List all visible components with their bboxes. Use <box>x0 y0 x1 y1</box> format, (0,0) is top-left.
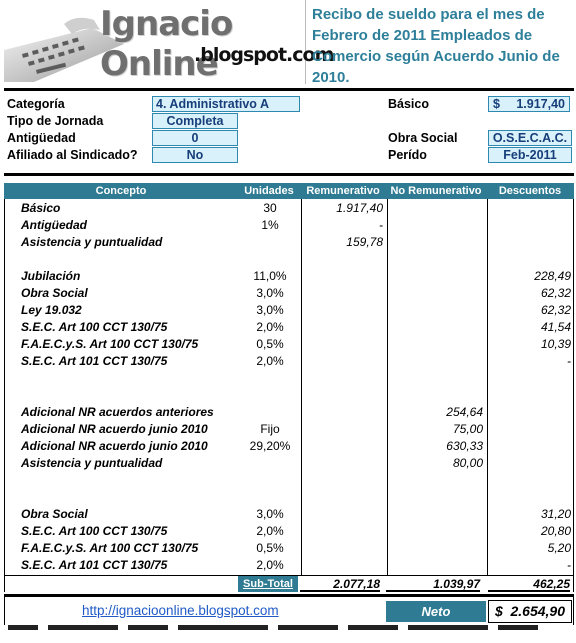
receipt-title: Recibo de sueldo para el mes de Febrero de 2011 Empleados de Comercio según Acuerdo Junio de 2010. <box>312 6 560 86</box>
footer-divider <box>4 594 574 597</box>
cell-concepto: Básico <box>21 201 61 215</box>
cell-remunerativo: 1.917,40 <box>336 201 383 215</box>
table-row <box>5 387 575 404</box>
cut-off-text <box>8 625 568 630</box>
cell-remunerativo <box>301 336 383 353</box>
basico-value[interactable] <box>488 96 570 112</box>
antiguedad-label: Antigüedad <box>7 131 76 145</box>
cell-unidades: 1% <box>261 218 279 232</box>
cell-descuentos: 62,32 <box>540 286 571 300</box>
cell-concepto <box>21 370 239 387</box>
cell-descuentos: 41,54 <box>540 320 571 334</box>
cell-unidades <box>239 489 301 506</box>
cell-no-remunerativo: 254,64 <box>446 405 483 419</box>
table-row <box>5 319 575 336</box>
col-header-remunerativo: Remunerativo <box>306 185 380 197</box>
cell-unidades: 2,0% <box>256 558 284 572</box>
cell-remunerativo <box>301 370 383 387</box>
periodo-value[interactable]: Feb-2011 <box>488 147 572 163</box>
cell-unidades: 3,0% <box>256 286 284 300</box>
cell-descuentos <box>487 251 571 268</box>
basico-label: Básico <box>388 97 429 111</box>
neto-label: Neto <box>386 601 486 622</box>
cell-descuentos <box>487 472 571 489</box>
cell-concepto: Ley 19.032 <box>21 303 82 317</box>
blog-link[interactable]: http://ignacioonline.blogspot.com <box>82 603 279 618</box>
cell-remunerativo <box>301 472 383 489</box>
cell-remunerativo <box>301 557 383 574</box>
cell-concepto: S.E.C. Art 101 CCT 130/75 <box>21 354 168 368</box>
logo-subtitle: .blogspot.com <box>194 44 334 66</box>
tipo-jornada-label: Tipo de Jornada <box>7 114 104 128</box>
cell-unidades: 0,5% <box>256 337 284 351</box>
cell-no-remunerativo <box>387 234 483 251</box>
cell-concepto: Antigüedad <box>21 218 87 232</box>
cell-remunerativo <box>301 438 383 455</box>
logo-title: Ignacio Online <box>100 4 233 84</box>
table-row <box>5 336 575 353</box>
cell-no-remunerativo <box>387 370 483 387</box>
cell-descuentos <box>487 234 571 251</box>
cell-descuentos <box>487 217 571 234</box>
cell-unidades: 2,0% <box>256 524 284 538</box>
cell-no-remunerativo <box>387 268 483 285</box>
cell-no-remunerativo <box>387 251 483 268</box>
cell-remunerativo: - <box>379 218 383 232</box>
cell-concepto: F.A.E.C.y.S. Art 100 CCT 130/75 <box>21 541 199 555</box>
table-row <box>5 455 575 472</box>
col-header-concepto: Concepto <box>95 185 147 197</box>
table-row <box>5 523 575 540</box>
cell-concepto: S.E.C. Art 101 CCT 130/75 <box>21 558 168 572</box>
cell-unidades: 2,0% <box>256 354 284 368</box>
cell-unidades <box>239 370 301 387</box>
header-divider <box>4 88 574 91</box>
cell-unidades: 3,0% <box>256 303 284 317</box>
categoria-label: Categoría <box>7 97 65 111</box>
cell-concepto: S.E.C. Art 100 CCT 130/75 <box>21 524 168 538</box>
cell-concepto <box>21 472 239 489</box>
table-left-edge <box>4 575 5 592</box>
cell-unidades: 3,0% <box>256 507 284 521</box>
cell-no-remunerativo <box>387 302 483 319</box>
table-row <box>5 234 575 251</box>
cell-descuentos: - <box>567 354 571 368</box>
table-row <box>5 506 575 523</box>
cell-remunerativo: 159,78 <box>346 235 383 249</box>
cell-unidades <box>239 472 301 489</box>
cell-remunerativo <box>301 489 383 506</box>
table-row <box>5 472 575 489</box>
table-body <box>4 199 574 575</box>
tipo-jornada-value[interactable]: Completa <box>152 113 238 129</box>
cell-remunerativo <box>301 353 383 370</box>
cell-descuentos <box>487 421 571 438</box>
logo-banner <box>4 0 334 84</box>
cell-descuentos <box>487 438 571 455</box>
cell-unidades: 11,0% <box>253 269 287 283</box>
subtotal-label: Sub-Total <box>238 576 298 592</box>
col-header-no-remunerativo: No Remunerativo <box>390 185 482 197</box>
cell-concepto: F.A.E.C.y.S. Art 100 CCT 130/75 <box>21 337 199 351</box>
cell-unidades: 2,0% <box>256 320 284 334</box>
cell-remunerativo <box>301 506 383 523</box>
subtotal-remunerativo: 2.077,18 <box>300 576 380 592</box>
table-row <box>5 268 575 285</box>
table-row <box>5 404 575 421</box>
cell-remunerativo <box>301 387 383 404</box>
cell-remunerativo <box>301 302 383 319</box>
cell-concepto: Adicional NR acuerdos anteriores <box>21 405 214 419</box>
basico-currency: $ <box>493 97 500 111</box>
col-header-descuentos: Descuentos <box>498 185 562 197</box>
cell-no-remunerativo <box>387 319 483 336</box>
table-row <box>5 540 575 557</box>
cell-descuentos: 31,20 <box>540 507 571 521</box>
cell-unidades: 0,5% <box>256 541 284 555</box>
cell-descuentos: 5,20 <box>547 541 571 555</box>
table-row <box>5 200 575 217</box>
cell-concepto: Asistencia y puntualidad <box>21 235 163 249</box>
cell-unidades <box>239 455 301 472</box>
cell-remunerativo <box>301 268 383 285</box>
cell-no-remunerativo <box>387 506 483 523</box>
cell-no-remunerativo <box>387 387 483 404</box>
cell-remunerativo <box>301 404 383 421</box>
cell-concepto <box>21 251 239 268</box>
basico-amount: 1.917,40 <box>516 97 565 111</box>
obra-social-value[interactable]: O.S.E.C.A.C. <box>488 130 572 146</box>
cell-descuentos <box>487 404 571 421</box>
cell-unidades: 30 <box>263 201 277 215</box>
cell-descuentos: 20,80 <box>540 524 571 538</box>
periodo-label: Perído <box>388 148 427 162</box>
cell-concepto: Jubilación <box>21 269 81 283</box>
cell-concepto: Adicional NR acuerdo junio 2010 <box>21 422 208 436</box>
cell-remunerativo <box>301 523 383 540</box>
neto-currency: $ <box>495 603 503 619</box>
cell-no-remunerativo <box>387 472 483 489</box>
info-divider <box>4 173 574 176</box>
cell-no-remunerativo: 75,00 <box>452 422 483 436</box>
cell-no-remunerativo <box>387 489 483 506</box>
cell-descuentos: - <box>567 558 571 572</box>
cell-no-remunerativo <box>387 557 483 574</box>
cell-descuentos: 10,39 <box>540 337 571 351</box>
cell-descuentos: 228,49 <box>534 269 571 283</box>
cell-no-remunerativo <box>387 285 483 302</box>
table-row <box>5 438 575 455</box>
cell-no-remunerativo <box>387 217 483 234</box>
cell-no-remunerativo: 80,00 <box>452 456 483 470</box>
cell-no-remunerativo: 630,33 <box>446 439 483 453</box>
afiliado-value[interactable]: No <box>152 147 238 163</box>
obra-social-label: Obra Social <box>388 131 458 145</box>
afiliado-label: Afiliado al Sindicado? <box>7 148 138 162</box>
col-header-unidades: Unidades <box>244 185 294 197</box>
cell-no-remunerativo <box>387 540 483 557</box>
table-header <box>4 183 574 199</box>
cell-no-remunerativo <box>387 523 483 540</box>
table-row <box>5 302 575 319</box>
cell-unidades: 29,20% <box>249 439 291 453</box>
cell-descuentos <box>487 489 571 506</box>
cell-unidades <box>239 251 301 268</box>
cell-no-remunerativo <box>387 353 483 370</box>
table-row <box>5 217 575 234</box>
cell-descuentos <box>487 455 571 472</box>
cell-descuentos <box>487 387 571 404</box>
categoria-value[interactable]: 4. Administrativo A <box>152 96 300 112</box>
cell-remunerativo <box>301 285 383 302</box>
cell-remunerativo <box>301 421 383 438</box>
antiguedad-value[interactable]: 0 <box>152 130 238 146</box>
subtotal-no-remunerativo: 1.039,97 <box>386 576 480 592</box>
table-row <box>5 251 575 268</box>
cell-unidades: Fijo <box>260 422 280 436</box>
cell-unidades <box>239 387 301 404</box>
cell-concepto: Obra Social <box>21 286 88 300</box>
table-row <box>5 285 575 302</box>
cell-descuentos: 62,32 <box>540 303 571 317</box>
cell-concepto <box>21 387 239 404</box>
table-row <box>5 489 575 506</box>
cell-concepto: S.E.C. Art 100 CCT 130/75 <box>21 320 168 334</box>
cell-unidades <box>239 404 301 421</box>
footer-right-edge <box>573 597 574 625</box>
table-row <box>5 353 575 370</box>
table-row <box>5 557 575 574</box>
neto-amount: 2.654,90 <box>510 603 565 619</box>
table-row <box>5 421 575 438</box>
table-right-edge <box>573 575 574 592</box>
table-row <box>5 370 575 387</box>
cell-remunerativo <box>301 319 383 336</box>
cell-no-remunerativo <box>387 200 483 217</box>
cell-remunerativo <box>301 251 383 268</box>
cell-unidades <box>239 234 301 251</box>
cell-concepto: Asistencia y puntualidad <box>21 456 163 470</box>
subtotal-descuentos: 462,25 <box>488 576 570 592</box>
cell-descuentos <box>487 370 571 387</box>
cell-remunerativo <box>301 455 383 472</box>
cell-no-remunerativo <box>387 336 483 353</box>
neto-value <box>488 600 572 623</box>
cell-concepto: Obra Social <box>21 507 88 521</box>
footer-left-edge <box>4 597 5 625</box>
cell-remunerativo <box>301 540 383 557</box>
cell-descuentos <box>487 200 571 217</box>
cell-concepto <box>21 489 239 506</box>
cell-concepto: Adicional NR acuerdo junio 2010 <box>21 439 208 453</box>
